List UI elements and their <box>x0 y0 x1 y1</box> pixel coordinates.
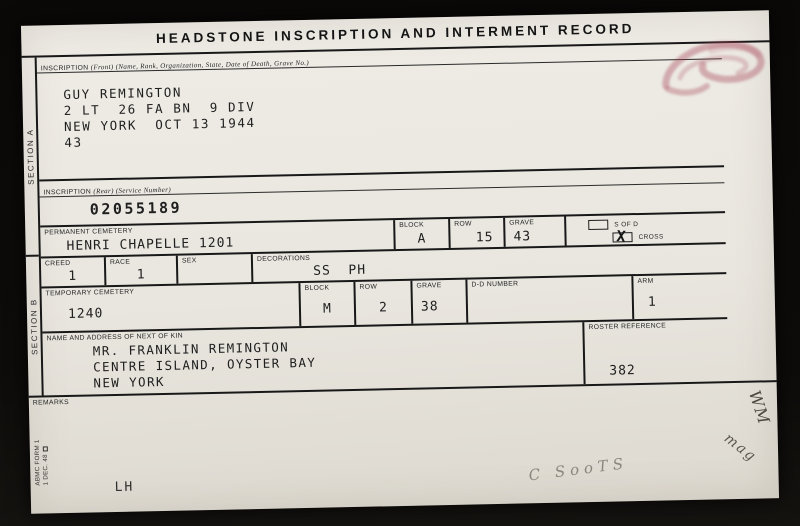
roster-reference-cell <box>582 319 728 384</box>
temp-row-label: ROW <box>359 283 378 291</box>
form-main <box>37 43 729 395</box>
temp-block-label: BLOCK <box>304 284 330 293</box>
sex-cell <box>176 254 252 284</box>
inscription-line-4: 43 <box>64 134 83 150</box>
perm-grave-cell <box>503 217 565 247</box>
section-b-sidebar-cell <box>26 257 42 396</box>
arm-label: ARM <box>637 277 654 286</box>
temporary-cemetery-label: TEMPORARY CEMETERY <box>45 288 135 298</box>
perm-block-value: A <box>417 230 427 247</box>
pencil-note: C SooTS <box>527 454 629 485</box>
form-footer-text <box>32 393 50 485</box>
temp-block-cell <box>298 282 354 326</box>
decorations-label: DECORATIONS <box>256 254 311 263</box>
inscription-line-1: GUY REMINGTON <box>63 84 183 103</box>
perm-block-label: BLOCK <box>399 221 425 230</box>
race-value: 1 <box>136 267 146 283</box>
next-of-kin-value <box>43 331 584 392</box>
form-date-line <box>40 393 50 485</box>
decorations-value: SS PH <box>313 262 367 279</box>
cross-label: CROSS <box>638 232 664 241</box>
sex-label: SEX <box>181 257 197 265</box>
inscription-rear-label-detail: (Rear) (Service Number) <box>93 185 172 196</box>
temp-grave-cell <box>410 280 466 324</box>
perm-row-cell <box>448 218 504 248</box>
form-number: ABMC FORM 1 <box>33 439 42 486</box>
temp-grave-label: GRAVE <box>416 282 442 290</box>
form-title: HEADSTONE INSCRIPTION AND INTERMENT RECORD <box>155 20 635 46</box>
perm-grave-value: 43 <box>513 228 532 245</box>
section-b-label: SECTION B <box>28 297 39 355</box>
creed-label: CREED <box>44 259 71 268</box>
typed-initials: LH <box>114 479 135 496</box>
inscription-line-3: NEW YORK OCT 13 1944 <box>63 114 256 135</box>
temporary-cemetery-cell <box>41 283 299 331</box>
s-of-d-label: S OF D <box>614 220 639 229</box>
next-of-kin-cell <box>42 322 583 395</box>
remarks-label: REMARKS <box>32 398 70 407</box>
cross-option <box>612 227 725 246</box>
service-number-value: 02055189 <box>89 198 183 219</box>
form-date: 1 DEC. 48 <box>41 454 50 486</box>
section-a-sidebar-cell <box>22 58 39 257</box>
dd-number-cell <box>465 276 632 322</box>
kin-line-2: CENTRE ISLAND, OYSTER BAY <box>92 354 317 375</box>
pencil-scribble-corner: mag <box>720 430 760 466</box>
permanent-cemetery-value: HENRI CHAPELLE 1201 <box>66 234 235 254</box>
temp-grave-value: 38 <box>420 298 439 315</box>
arm-value: 1 <box>647 294 657 310</box>
creed-cell <box>41 257 105 286</box>
perm-row-value: 15 <box>475 229 494 245</box>
race-cell <box>104 256 177 286</box>
pencil-scribble-side: WM <box>744 388 774 427</box>
inscription-front-label-detail: (Front) (Name, Rank, Organization, State, Date of Death, Grave No.) <box>90 58 310 72</box>
form-footer-checkbox-icon <box>42 446 47 451</box>
roster-reference-label: ROSTER REFERENCE <box>588 322 667 332</box>
inscription-front-value <box>37 59 723 151</box>
cross-check-mark: X <box>615 227 627 246</box>
inscription-rear-label-main: INSCRIPTION <box>43 188 92 197</box>
inscription-line-2: 2 LT 26 FA BN 9 DIV <box>63 98 256 119</box>
cross-checkbox-icon <box>612 227 632 246</box>
s-of-d-checkbox-icon <box>588 220 608 230</box>
section-a-label: SECTION A <box>25 128 36 185</box>
temp-row-value: 2 <box>378 299 389 315</box>
permanent-cemetery-label: PERMANENT CEMETERY <box>44 227 133 237</box>
dd-number-value <box>468 285 633 322</box>
perm-grave-label: GRAVE <box>509 219 535 227</box>
form-footer <box>31 393 51 485</box>
kin-line-3: NEW YORK <box>93 373 166 391</box>
red-stamp-icon <box>650 34 778 108</box>
perm-row-label: ROW <box>454 220 472 228</box>
temp-block-value: M <box>322 300 333 317</box>
dd-number-label: D-D NUMBER <box>471 280 519 289</box>
race-label: RACE <box>109 258 131 267</box>
creed-value: 1 <box>68 268 78 284</box>
roster-reference-value: 382 <box>609 363 636 379</box>
perm-block-cell <box>393 219 449 249</box>
next-of-kin-label: NAME AND ADDRESS OF NEXT OF KIN <box>46 332 184 343</box>
inscription-front-label-main: INSCRIPTION <box>40 64 89 73</box>
sex-value <box>178 263 251 284</box>
temporary-cemetery-value: 1240 <box>67 305 104 322</box>
marker-type-cell <box>564 213 726 245</box>
temp-row-cell <box>353 281 411 325</box>
inscription-front-row <box>37 43 724 179</box>
arm-cell <box>631 274 727 319</box>
kin-line-1: MR. FRANKLIN REMINGTON <box>92 339 290 359</box>
